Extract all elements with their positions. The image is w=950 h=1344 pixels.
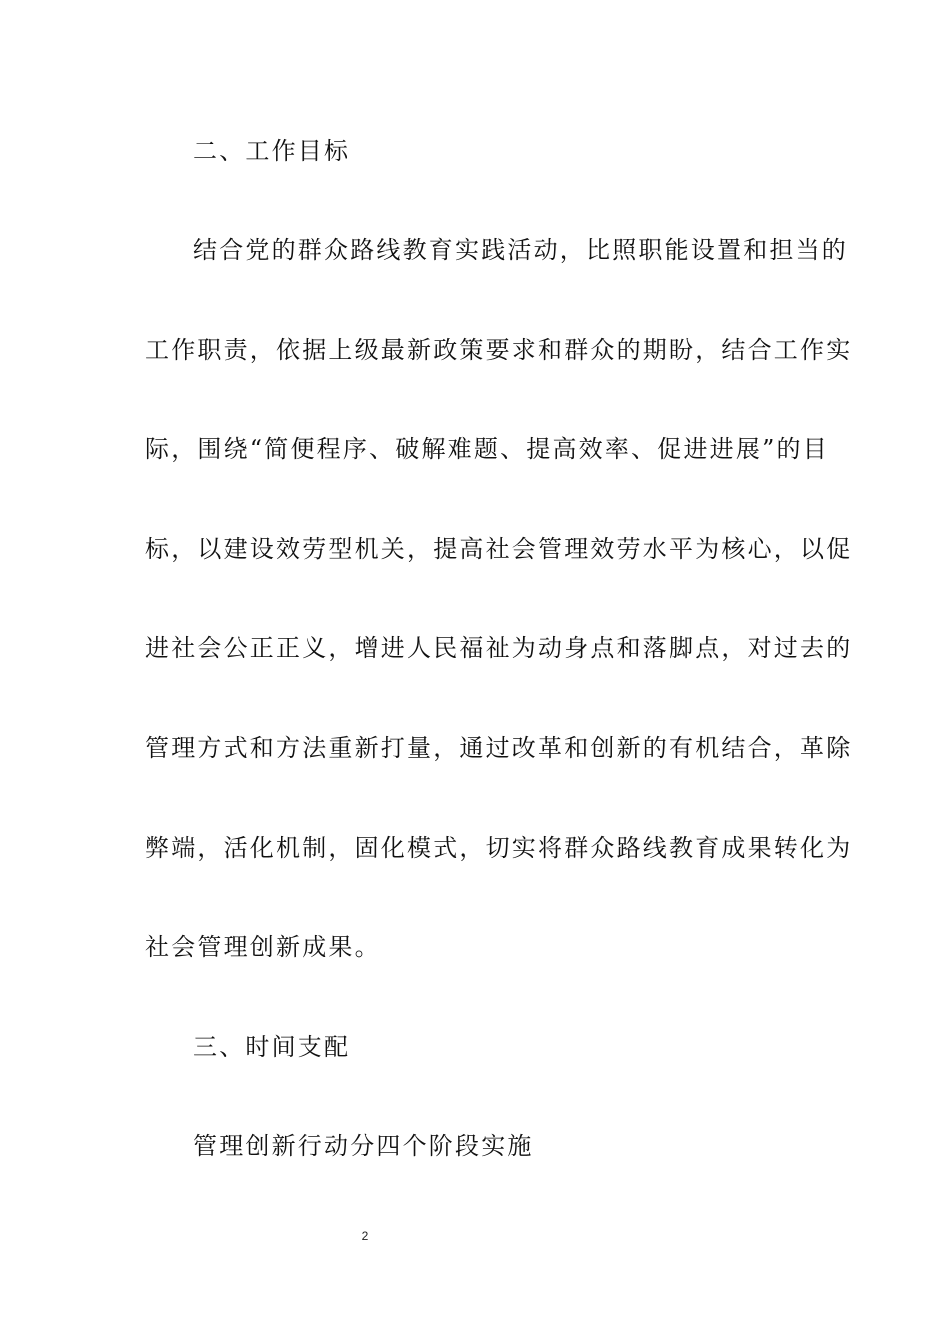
page-number: 2 [361,1229,369,1243]
paragraph-line: 际，围绕“简便程序、破解难题、提高效率、促进进展”的目 [145,435,829,463]
paragraph-line: 管理创新行动分四个阶段实施 [193,1132,534,1160]
paragraph-line: 结合党的群众路线教育实践活动，比照职能设置和担当的 [193,236,848,264]
paragraph-line: 社会管理创新成果。 [145,933,381,961]
paragraph-line: 管理方式和方法重新打量，通过改革和创新的有机结合，革除 [145,734,853,762]
section-heading-work-goals: 二、工作目标 [193,137,351,165]
paragraph-line: 进社会公正正义，增进人民福祉为动身点和落脚点，对过去的 [145,634,853,662]
paragraph-line: 弊端，活化机制，固化模式，切实将群众路线教育成果转化为 [145,834,853,862]
paragraph-line: 标，以建设效劳型机关，提高社会管理效劳水平为核心，以促 [145,535,853,563]
paragraph-line: 工作职责，依据上级最新政策要求和群众的期盼，结合工作实 [145,336,853,364]
section-heading-time-schedule: 三、时间支配 [193,1033,351,1061]
